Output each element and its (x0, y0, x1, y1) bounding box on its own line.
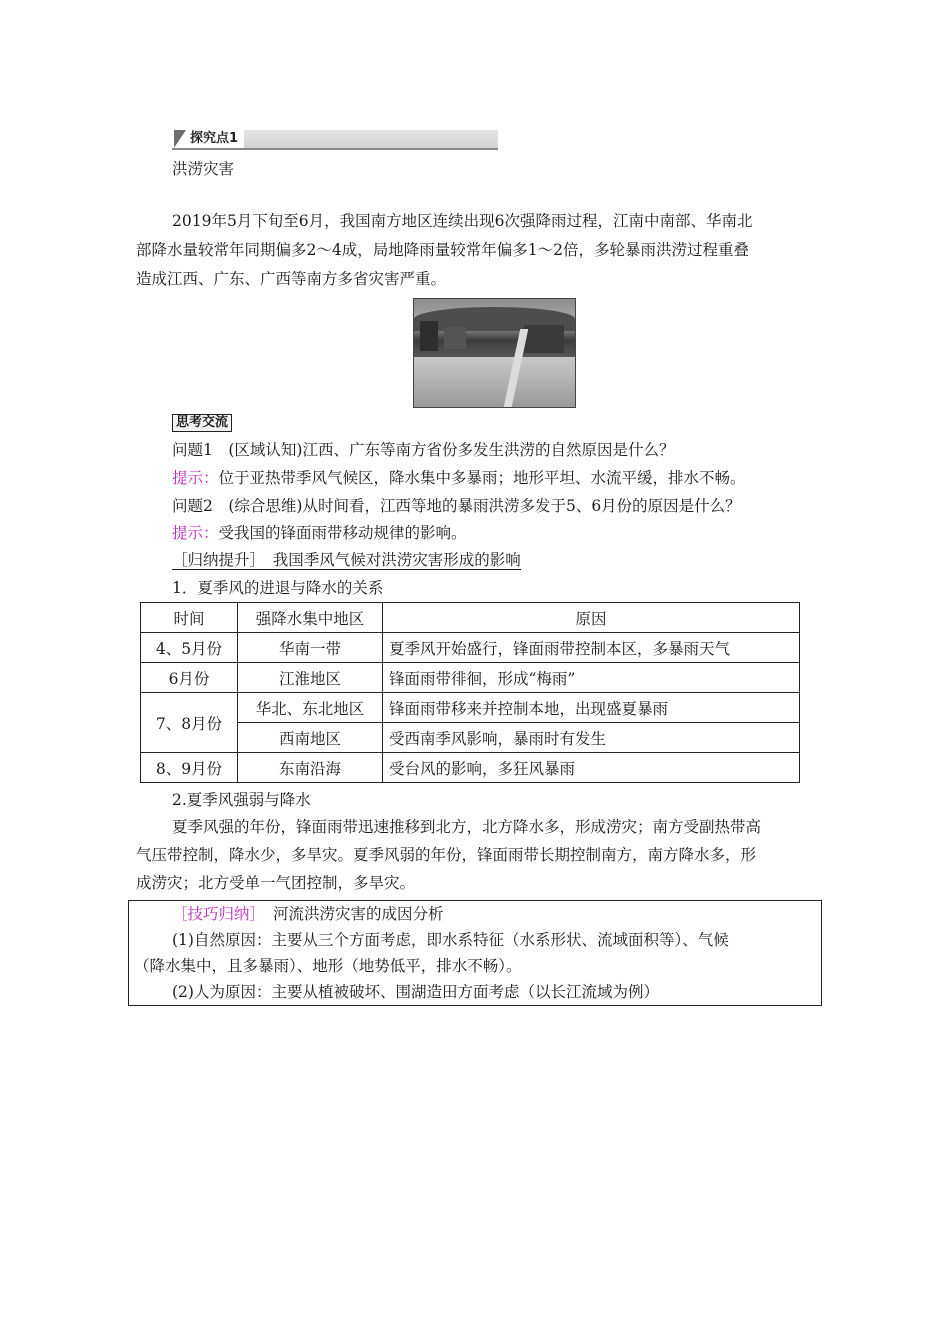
tips-heading (172, 902, 444, 926)
intro-line-3: 造成江西、广东、广西等南方多省灾害严重。 (136, 270, 447, 288)
photo-building (420, 321, 438, 351)
monsoon-table (140, 602, 800, 783)
cell-reason: 锋面雨带徘徊，形成“梅雨” (383, 663, 800, 693)
table-row (141, 723, 800, 753)
header-reason: 原因 (383, 603, 800, 633)
cell-area: 华南一带 (238, 633, 383, 663)
summary-heading-text: ［归纳提升］ 我国季风气候对洪涝灾害形成的影响 (172, 551, 521, 569)
cell-reason: 受台风的影响，多狂风暴雨 (383, 753, 800, 783)
cell-reason: 受西南季风影响，暴雨时有发生 (383, 723, 800, 753)
table-row (141, 753, 800, 783)
summary-sub-2: 2.夏季风强弱与降水 (172, 791, 311, 809)
intro-line-2: 部降水量较常年同期偏多2～4成，局地降雨量较常年偏多1～2倍，多轮暴雨洪涝过程重叠 (136, 241, 749, 259)
tips-label: ［技巧归纳］ (172, 905, 266, 923)
answer-2-text: 受我国的锋面雨带移动规律的影响。 (218, 524, 467, 542)
section-banner (172, 130, 498, 150)
tips-line-3: (2)人为原因：主要从植被破坏、围湖造田方面考虑（以长江流域为例） (172, 983, 659, 1001)
summary-para-line-2: 气压带控制，降水少，多旱灾。夏季风弱的年份，锋面雨带长期控制南方，南方降水多，形 (136, 846, 757, 864)
table-row (141, 663, 800, 693)
summary-sub-1: 1．夏季风的进退与降水的关系 (172, 579, 384, 597)
cell-area: 江淮地区 (238, 663, 383, 693)
answer-1-text: 位于亚热带季风气候区，降水集中多暴雨；地形平坦、水流平缓，排水不畅。 (218, 469, 746, 487)
table-row (141, 633, 800, 663)
photo-building (524, 325, 564, 353)
intro-line-1: 2019年5月下旬至6月，我国南方地区连续出现6次强降雨过程，江南中南部、华南北 (172, 212, 753, 230)
photo-floodwater (414, 357, 575, 407)
question-1: 问题1 (区域认知)江西、广东等南方省份多发生洪涝的自然原因是什么？ (172, 441, 675, 459)
cell-area: 华北、东北地区 (238, 693, 383, 723)
cell-time: 8、9月份 (141, 753, 238, 783)
hint-label: 提示： (172, 524, 219, 542)
tips-title: 河流洪涝灾害的成因分析 (273, 905, 444, 923)
table-row (141, 693, 800, 723)
cell-time: 6月份 (141, 663, 238, 693)
cell-time: 7、8月份 (141, 693, 238, 753)
summary-heading (172, 548, 521, 572)
cell-reason: 夏季风开始盛行，锋面雨带控制本区，多暴雨天气 (383, 633, 800, 663)
header-area: 强降水集中地区 (238, 603, 383, 633)
answer-1 (172, 466, 746, 490)
answer-2 (172, 521, 467, 545)
photo-building (444, 327, 466, 349)
section-title: 洪涝灾害 (172, 160, 235, 178)
question-2: 问题2 (综合思维)从时间看，江西等地的暴雨洪涝多发于5、6月份的原因是什么？ (172, 497, 741, 515)
flood-photo (413, 298, 576, 408)
hint-label: 提示： (172, 469, 219, 487)
section-tag: 探究点1 (172, 130, 244, 148)
table-header-row (141, 603, 800, 633)
summary-para-line-3: 成涝灾；北方受单一气团控制，多旱灾。 (136, 874, 416, 892)
tips-line-1: (1)自然原因：主要从三个方面考虑，即水系特征（水系形状、流域面积等）、气候 (172, 931, 729, 949)
header-time: 时间 (141, 603, 238, 633)
tips-line-2: （降水集中，且多暴雨）、地形（地势低平，排水不畅）。 (134, 957, 522, 975)
cell-area: 西南地区 (238, 723, 383, 753)
summary-para-line-1: 夏季风强的年份，锋面雨带迅速推移到北方，北方降水多，形成涝灾；南方受副热带高 (172, 818, 762, 836)
cell-reason: 锋面雨带移来并控制本地，出现盛夏暴雨 (383, 693, 800, 723)
cell-area: 东南沿海 (238, 753, 383, 783)
cell-time: 4、5月份 (141, 633, 238, 663)
discussion-label: 思考交流 (172, 414, 232, 432)
